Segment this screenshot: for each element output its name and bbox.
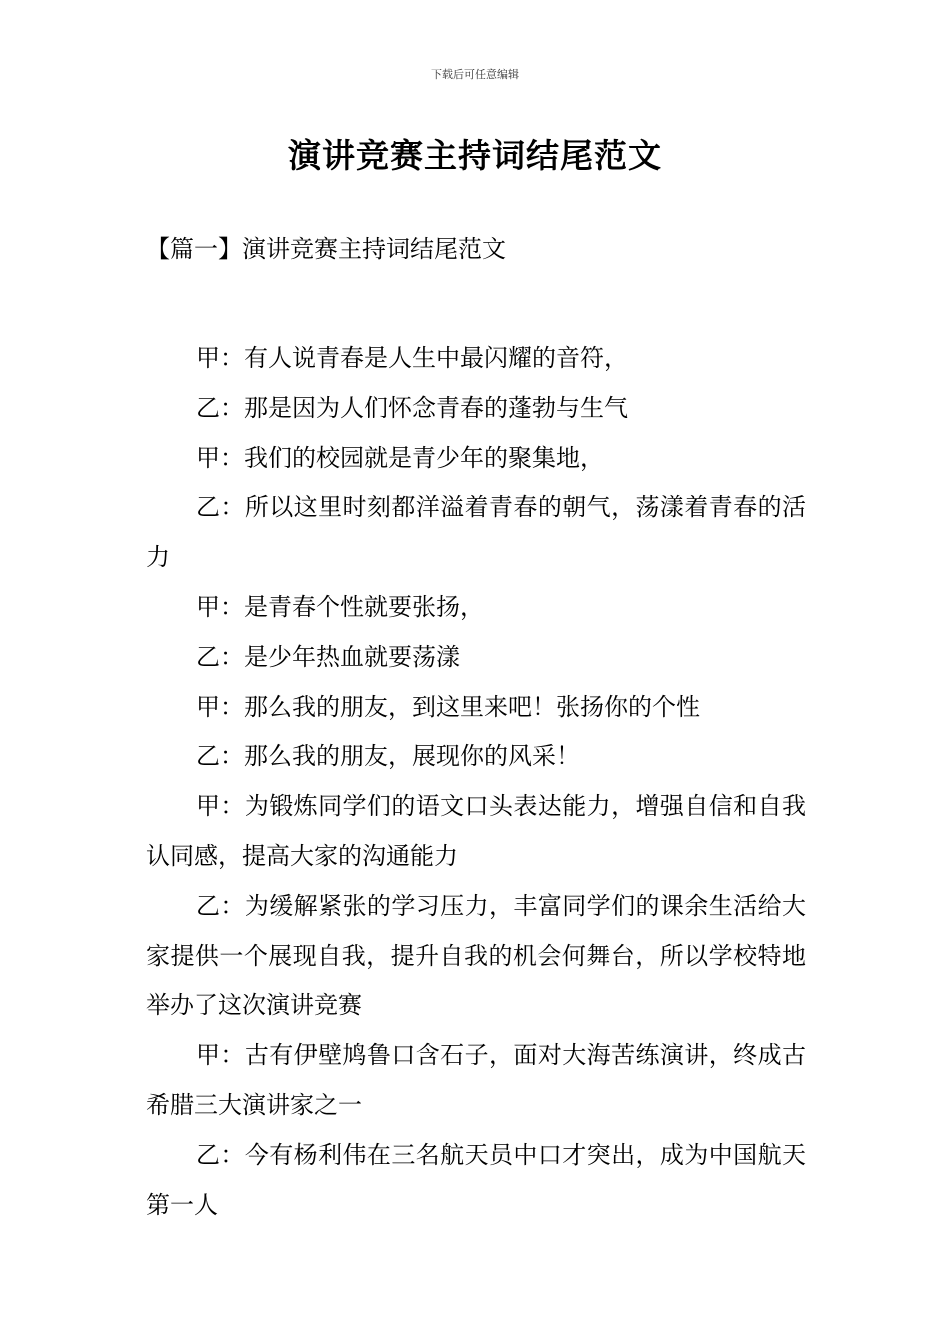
dialogue-line: 乙：是少年热血就要荡漾 [196, 642, 460, 671]
dialogue-line: 乙：为缓解紧张的学习压力，丰富同学们的课余生活给大家提供一个展现自我，提升自我的机会何舞台，所以学校特地举办了这次演讲竞赛 [146, 891, 806, 1020]
dialogue-line: 甲：那么我的朋友，到这里来吧！张扬你的个性 [196, 692, 700, 721]
dialogue-line: 甲：我们的校园就是青少年的聚集地， [196, 443, 604, 472]
dialogue-line: 甲：是青春个性就要张扬， [196, 592, 484, 621]
header-note: 下载后可任意编辑 [431, 68, 519, 81]
dialogue-line: 乙：那么我的朋友，展现你的风采！ [196, 742, 580, 771]
dialogue-line: 乙：那是因为人们怀念青春的蓬勃与生气 [196, 393, 628, 422]
dialogue-body [146, 334, 806, 1230]
dialogue-line: 甲：有人说青春是人生中最闪耀的音符， [196, 344, 628, 372]
dialogue-line: 甲：古有伊壁鸠鲁口含石子，面对大海苦练演讲，终成古希腊三大演讲家之一 [146, 1041, 806, 1119]
dialogue-line: 甲：为锻炼同学们的语文口头表达能力，增强自信和自我认同感，提高大家的沟通能力 [146, 792, 806, 870]
dialogue-line: 乙：所以这里时刻都洋溢着青春的朝气，荡漾着青春的活力 [146, 493, 806, 572]
dialogue-line: 乙：今有杨利伟在三名航天员中口才突出，成为中国航天第一人 [146, 1140, 806, 1219]
document-title: 演讲竞赛主持词结尾范文 [288, 136, 662, 175]
section-heading: 【篇一】演讲竞赛主持词结尾范文 [146, 235, 506, 263]
